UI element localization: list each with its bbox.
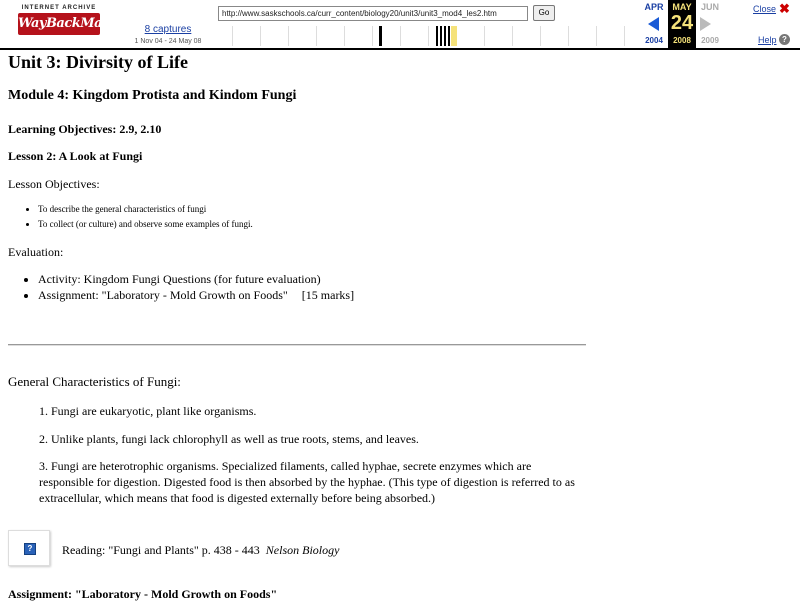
year-prev-link[interactable]: 2004 bbox=[645, 36, 663, 45]
year-next: 2009 bbox=[701, 36, 719, 45]
page-title: Unit 3: Divirsity of Life bbox=[8, 52, 188, 72]
calendar-nav bbox=[640, 0, 750, 48]
capture-mark[interactable] bbox=[379, 26, 382, 46]
list-item bbox=[38, 271, 354, 287]
capture-mark[interactable] bbox=[436, 26, 438, 46]
current-capture-mark[interactable] bbox=[451, 26, 457, 46]
reading-assignment bbox=[62, 543, 339, 558]
capture-mark[interactable] bbox=[440, 26, 442, 46]
captures-link[interactable]: 8 captures bbox=[144, 24, 192, 35]
evaluation-marks: [15 marks] bbox=[301, 288, 355, 302]
reading-book-icon: ? bbox=[24, 543, 36, 555]
day-current: 24 bbox=[670, 12, 694, 34]
left-arrow-icon[interactable] bbox=[648, 17, 659, 31]
url-input[interactable] bbox=[218, 6, 528, 21]
characteristic-point: 1. Fungi are eukaryotic, plant like organisms. bbox=[39, 404, 257, 418]
evaluation-list bbox=[20, 271, 354, 303]
help-question-icon[interactable]: ? bbox=[779, 34, 790, 45]
characteristic-point: 3. Fungi are heterotrophic organisms. Specialized filaments, called hyphae, secrete enzymes which are responsible for digestion. Digested food is then absorbed by the hyphae. (This type of digestion is referred to as extracellular, which means that food is digested externally before being absorbed.) bbox=[39, 459, 575, 505]
assignment-heading: Assignment: "Laboratory - Mold Growth on Foods" bbox=[8, 587, 278, 601]
lesson-objectives-label: Lesson Objectives: bbox=[8, 177, 100, 191]
list-item: • To collect (or culture) and observe some examples of fungi. bbox=[38, 217, 253, 232]
capture-mark[interactable] bbox=[444, 26, 446, 46]
lesson-heading: Lesson 2: A Look at Fungi bbox=[8, 149, 143, 163]
month-current: MAY bbox=[668, 0, 696, 48]
month-next: JUN bbox=[700, 2, 719, 12]
logo-main-text: WayBackMachine bbox=[18, 13, 100, 35]
reading-icon-box bbox=[8, 530, 50, 566]
month-prev-link[interactable]: APR bbox=[644, 2, 664, 12]
go-button[interactable]: Go bbox=[533, 5, 555, 21]
capture-range: 1 Nov 04 - 24 May 08 bbox=[134, 38, 202, 45]
lesson-objectives-list bbox=[20, 202, 253, 232]
characteristic-point: 2. Unlike plants, fungi lack chlorophyll as well as true roots, stems, and leaves. bbox=[39, 432, 419, 446]
logo-top-text: INTERNET ARCHIVE bbox=[21, 5, 97, 11]
capture-timeline[interactable] bbox=[232, 26, 632, 46]
right-arrow-icon bbox=[700, 17, 711, 31]
wayback-logo[interactable] bbox=[18, 5, 140, 43]
help-link[interactable]: Help bbox=[758, 35, 777, 45]
evaluation-item-text: Assignment: "Laboratory - Mold Growth on Foods" bbox=[38, 288, 288, 302]
close-x-icon[interactable]: ✖ bbox=[779, 1, 790, 16]
wayback-toolbar bbox=[0, 0, 800, 50]
learning-objectives: Learning Objectives: 2.9, 2.10 bbox=[8, 122, 162, 136]
reading-text: Reading: "Fungi and Plants" p. 438 - 443 bbox=[62, 543, 260, 557]
list-item: • To describe the general characteristics of fungi bbox=[38, 202, 253, 217]
capture-mark[interactable] bbox=[448, 26, 450, 46]
year-current: 2008 bbox=[673, 36, 691, 45]
general-characteristics-heading: General Characteristics of Fungi: bbox=[8, 374, 181, 389]
close-link[interactable]: Close bbox=[753, 4, 777, 14]
section-divider bbox=[8, 344, 586, 346]
evaluation-label: Evaluation: bbox=[8, 245, 64, 259]
list-item bbox=[38, 287, 354, 303]
module-heading: Module 4: Kingdom Protista and Kindom Fungi bbox=[8, 88, 297, 103]
reading-source: Nelson Biology bbox=[265, 543, 340, 557]
evaluation-item-text: Activity: Kingdom Fungi Questions (for future evaluation) bbox=[38, 272, 321, 286]
